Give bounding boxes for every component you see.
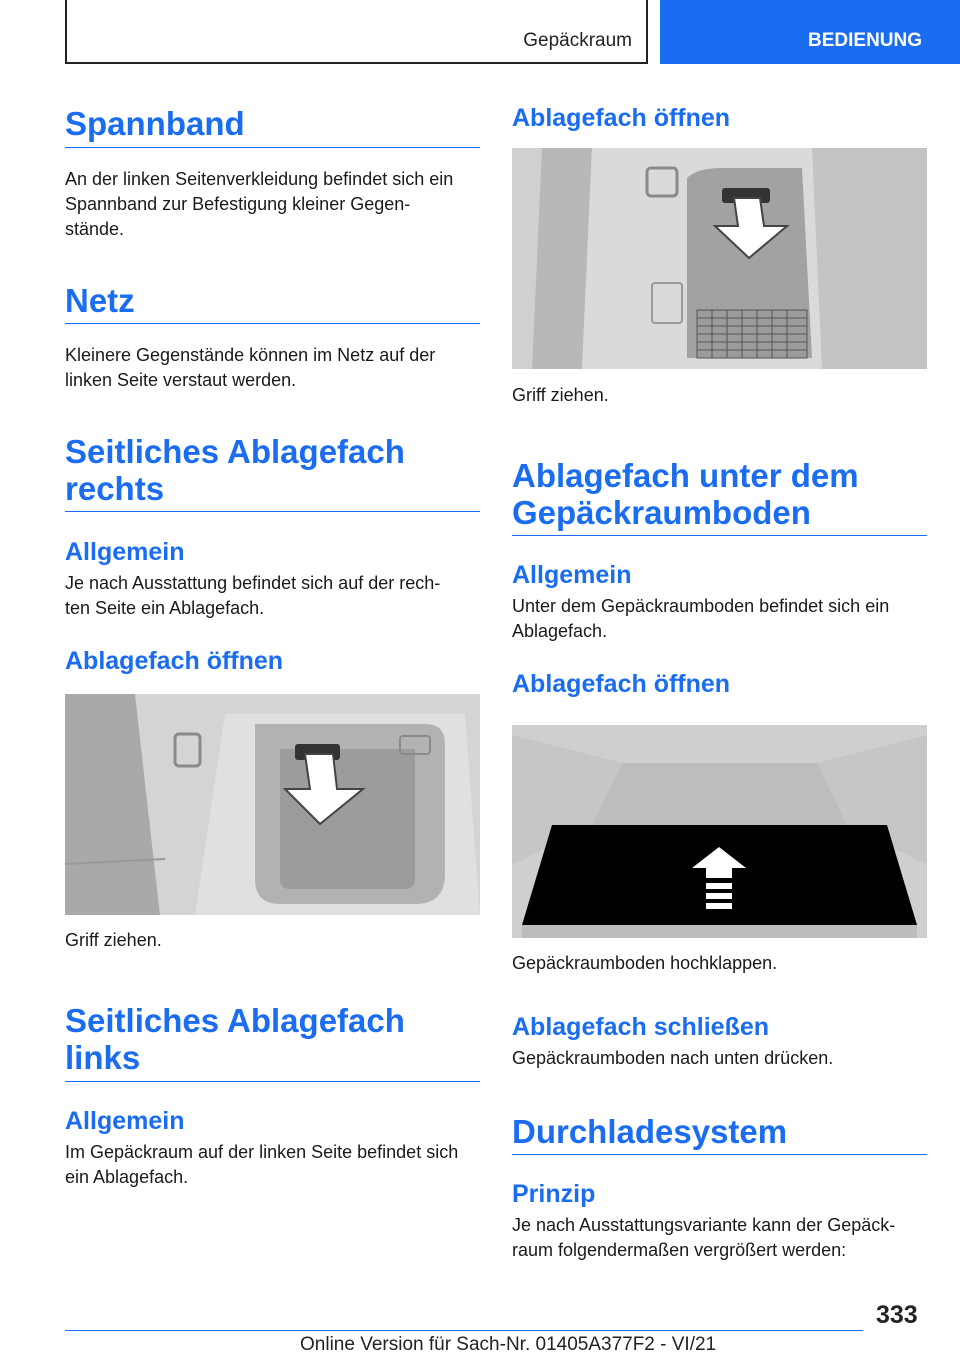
netz-section <box>65 282 480 393</box>
links-allgemein-text-1: Im Gepäckraum auf der linken Seite befindet sich <box>65 1142 459 1162</box>
rechts-allgemein-text-1: Je nach Ausstattung befindet sich auf der rech‐ <box>65 573 441 593</box>
right-compartment-image <box>65 694 480 915</box>
left-open-heading: Ablagefach öffnen <box>512 104 731 132</box>
close-text: Gepäckraumboden nach unten drücken. <box>512 1048 834 1068</box>
durch-rule <box>512 1154 927 1155</box>
prinzip-heading: Prinzip <box>512 1180 596 1208</box>
floor-caption-block <box>512 951 927 976</box>
footer-rule <box>65 1330 863 1331</box>
left-compartment-image <box>512 148 927 369</box>
close-heading: Ablagefach schließen <box>512 1013 770 1041</box>
durch-section <box>512 1113 927 1263</box>
spannband-text-1: An der linken Seitenverkleidung befindet sich ein <box>65 169 454 189</box>
left-open-caption-block <box>512 383 927 408</box>
floor-caption: Gepäckraumboden hochklappen. <box>512 953 778 973</box>
rechts-allgemein-text-2: ten Seite ein Ablagefach. <box>65 598 265 618</box>
rechts-rule <box>65 511 480 512</box>
rechts-allgemein-heading: Allgemein <box>65 538 185 566</box>
close-section <box>512 1012 927 1071</box>
links-heading: Seitliches Ablagefach links <box>65 1002 405 1076</box>
prinzip-text-1: Je nach Ausstattungsvariante kann der Gepäck‐ <box>512 1215 896 1235</box>
netz-text-2: linken Seite verstaut werden. <box>65 370 297 390</box>
unter-allgemein-text-1: Unter dem Gepäckraumboden befindet sich ein <box>512 596 890 616</box>
rechts-caption: Griff ziehen. <box>65 930 162 950</box>
rechts-heading-line-2: rechts <box>65 470 165 507</box>
netz-text-1: Kleinere Gegenstände können im Netz auf der <box>65 345 436 365</box>
unter-allgemein-heading: Allgemein <box>512 561 632 589</box>
netz-heading: Netz <box>65 282 135 319</box>
left-compartment-illustration <box>512 148 927 369</box>
links-rule <box>65 1081 480 1082</box>
page-number: 333 <box>876 1301 918 1329</box>
rechts-caption-block <box>65 928 480 953</box>
unter-rule <box>512 535 927 536</box>
unter-section <box>512 457 927 699</box>
header-section-title: Gepäckraum <box>523 30 632 51</box>
links-section <box>65 1002 480 1190</box>
links-allgemein-heading: Allgemein <box>65 1107 185 1135</box>
left-open-caption: Griff ziehen. <box>512 385 609 405</box>
spannband-text-3: stände. <box>65 219 125 239</box>
spannband-rule <box>65 147 480 148</box>
unter-open-heading: Ablagefach öffnen <box>512 670 731 698</box>
footer-text: Online Version für Sach-Nr. 01405A377F2 - VI/21 <box>300 1334 717 1355</box>
unter-heading-line-1: Ablagefach unter dem <box>512 457 859 494</box>
right-compartment-illustration <box>65 694 480 915</box>
left-open-section <box>512 103 927 133</box>
unter-allgemein-text-2: Ablagefach. <box>512 621 608 641</box>
durch-heading: Durchladesystem <box>512 1113 788 1150</box>
links-allgemein-text-2: ein Ablagefach. <box>65 1167 189 1187</box>
spannband-text-2: Spannband zur Befestigung kleiner Gegen‐ <box>65 194 411 214</box>
unter-heading-line-2: Gepäckraumboden <box>512 494 811 531</box>
prinzip-text-2: raum folgendermaßen vergrößert werden: <box>512 1240 847 1260</box>
spannband-heading: Spannband <box>65 105 245 142</box>
header-section-box <box>65 0 648 64</box>
floor-compartment-image <box>512 725 927 938</box>
header-chapter-tab <box>660 0 960 64</box>
rechts-heading-line-1: Seitliches Ablagefach <box>65 433 405 470</box>
header-chapter-label: BEDIENUNG <box>808 30 923 51</box>
rechts-section <box>65 433 480 676</box>
netz-rule <box>65 323 480 324</box>
rechts-open-heading: Ablagefach öffnen <box>65 647 284 675</box>
spannband-section <box>65 105 480 242</box>
floor-compartment-illustration <box>512 725 927 938</box>
